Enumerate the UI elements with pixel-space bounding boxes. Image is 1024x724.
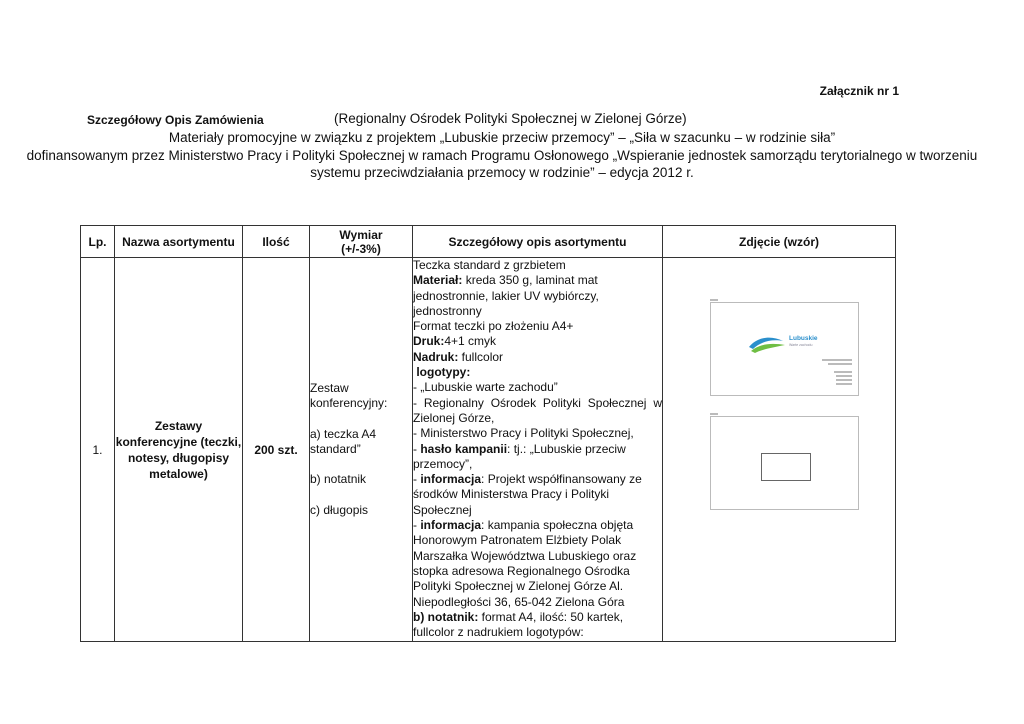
col-header-photo: Zdjęcie (wzór)	[663, 226, 896, 258]
desc-line: Materiał: kreda 350 g, laminat mat jednostronnie, lakier UV wybiórczy, jednostronny	[413, 273, 599, 318]
organization-name: (Regionalny Ośrodek Polityki Społecznej w Zielonej Górze)	[334, 111, 687, 126]
row-number: 1.	[81, 258, 115, 642]
funding-line: dofinansowanym przez Ministerstwo Pracy i Polityki Społecznej w ramach Programu Osłonowego „Wspieranie jednostek samorządu terytorialnego w tworzeniu	[26, 148, 978, 163]
specification-table	[80, 225, 896, 642]
col-header-description: Szczegółowy opis asortymentu	[413, 226, 663, 258]
col-header-lp: Lp.	[81, 226, 115, 258]
product-quantity: 200 szt.	[243, 258, 310, 642]
logo-subtext: Warte zachodu	[789, 343, 813, 347]
logo-text: Lubuskie	[789, 335, 818, 342]
dim-line: b) notatnik	[310, 472, 367, 487]
business-card-slot	[761, 453, 811, 481]
desc-line: Format teczki po złożeniu A4+	[413, 319, 574, 334]
folder-front-image	[710, 302, 859, 396]
dim-line: konferencyjny:	[310, 396, 388, 411]
dim-line: standard”	[310, 442, 361, 456]
table-header-row	[81, 226, 896, 258]
desc-line: - Regionalny Ośrodek Polityki Społecznej w Zielonej Górze,	[413, 395, 662, 425]
col-header-dimension: Wymiar (+/-3%)	[310, 226, 413, 258]
desc-line: - informacja: Projekt współfinansowany ze środków Ministerstwa Pracy i Polityki Społecznej	[413, 472, 642, 517]
desc-line: Druk:4+1 cmyk	[413, 334, 497, 349]
desc-line: - „Lubuskie warte zachodu”	[413, 380, 558, 395]
desc-line: b) notatnik: format A4, ilość: 50 kartek, fullcolor z nadrukiem logotypów:	[413, 609, 624, 640]
product-name: Zestawy konferencyjne (teczki, notesy, długopisy metalowe)	[115, 258, 243, 642]
lubuskie-logo-icon	[747, 333, 787, 355]
program-line: systemu przeciwdziałania przemocy w rodzinie” – edycja 2012 r.	[310, 165, 694, 180]
table-row	[81, 258, 896, 642]
col-header-name: Nazwa asortymentu	[115, 226, 243, 258]
product-description	[413, 258, 663, 642]
folder-inside-image	[710, 416, 859, 510]
desc-line: Nadruk: fullcolor	[413, 349, 504, 364]
dim-line: Zestaw	[310, 381, 349, 396]
desc-line: Teczka standard z grzbietem	[413, 258, 566, 272]
address-block-icon	[822, 359, 852, 387]
product-dimension	[310, 258, 413, 642]
project-title-line: Materiały promocyjne w związku z projektem „Lubuskie przeciw przemocy” – „Siła w szacunku – w rodzinie siła”	[168, 130, 836, 145]
attachment-label: Załącznik nr 1	[819, 84, 899, 98]
desc-line: logotypy:	[413, 365, 471, 380]
document-title: Szczegółowy Opis Zamówienia	[87, 113, 264, 127]
product-photo-cell	[663, 258, 896, 642]
desc-line: - informacja: kampania społeczna objęta Honorowym Patronatem Elżbiety Polak Marszałka Województwa Lubuskiego oraz stopka adresowa Regionalnego Ośrodka Polityki Społecznej w Zielonej Górze Al. Niepodległości 36, 65-042 Zielona Góra	[413, 518, 637, 609]
dim-line: a) teczka A4	[310, 426, 377, 441]
col-header-qty: Ilość	[243, 226, 310, 258]
desc-line: - Ministerstwo Pracy i Polityki Społecznej,	[413, 426, 634, 441]
desc-line: - hasło kampanii: tj.: „Lubuskie przeciw przemocy”,	[413, 441, 626, 471]
dim-line: c) długopis	[310, 502, 369, 517]
